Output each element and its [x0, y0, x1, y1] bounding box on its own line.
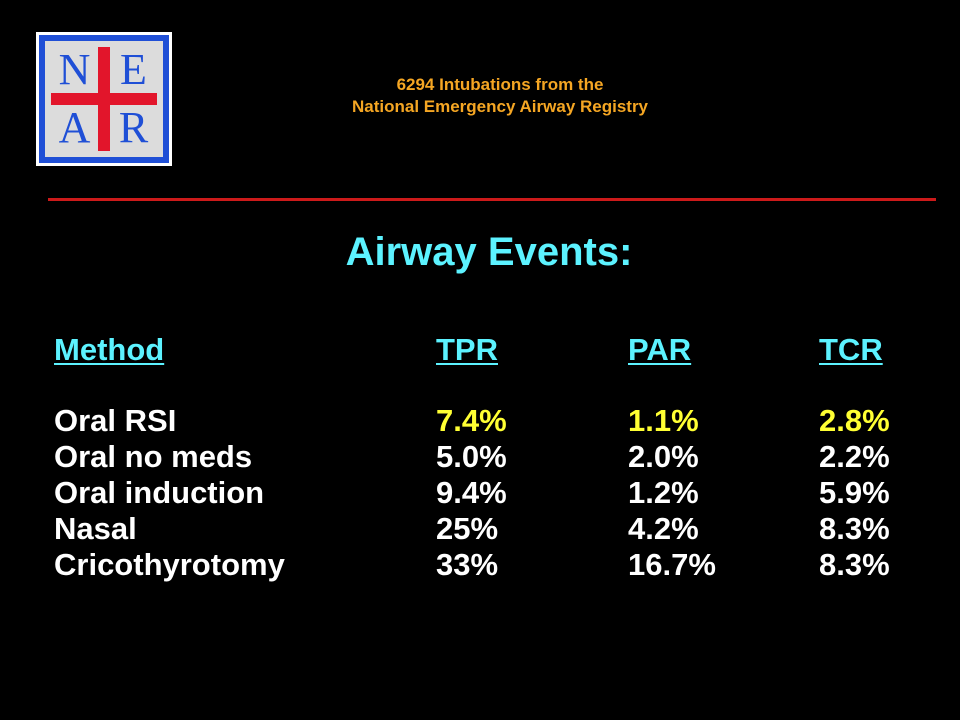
table-row-oral-no-meds — [54, 439, 934, 475]
par-cell: 16.7% — [628, 547, 716, 582]
divider-rule — [48, 198, 936, 201]
subtitle-line-1: 6294 Intubations from the — [396, 75, 604, 94]
tcr-cell: 8.3% — [819, 511, 890, 546]
method-cell: Oral RSI — [54, 403, 177, 438]
tcr-cell: 2.2% — [819, 439, 890, 474]
par-cell: 1.1% — [628, 403, 699, 438]
column-header-tcr: TCR — [819, 332, 883, 367]
par-cell: 2.0% — [628, 439, 699, 474]
par-cell: 1.2% — [628, 475, 699, 510]
page-title: Airway Events: — [345, 230, 633, 274]
tcr-cell: 5.9% — [819, 475, 890, 510]
near-logo — [36, 32, 172, 166]
tpr-cell: 7.4% — [436, 403, 507, 438]
tpr-cell: 9.4% — [436, 475, 507, 510]
tpr-cell: 33% — [436, 547, 499, 582]
logo-letter-n: N — [58, 45, 91, 94]
logo-letter-a: A — [58, 103, 91, 152]
par-cell: 4.2% — [628, 511, 699, 546]
table-row-oral-rsi — [54, 403, 934, 439]
tpr-cell: 5.0% — [436, 439, 507, 474]
subtitle — [240, 74, 760, 118]
logo-letter-r: R — [118, 103, 149, 152]
method-cell: Oral induction — [54, 475, 265, 510]
table-row-cricothyrotomy — [54, 547, 934, 583]
tpr-cell: 25% — [436, 511, 499, 546]
table-row-nasal — [54, 511, 934, 547]
tcr-cell: 8.3% — [819, 547, 890, 582]
logo-frame — [39, 35, 169, 163]
method-cell: Oral no meds — [54, 439, 253, 474]
logo-letter-e: E — [120, 45, 147, 94]
table-header-row — [54, 332, 934, 368]
tcr-cell: 2.8% — [819, 403, 890, 438]
column-header-tpr: TPR — [436, 332, 498, 367]
column-header-method: Method — [54, 332, 165, 367]
method-cell: Cricothyrotomy — [54, 547, 285, 582]
method-cell: Nasal — [54, 511, 137, 546]
airway-events-table — [54, 332, 934, 583]
column-header-par: PAR — [628, 332, 692, 367]
subtitle-line-2: National Emergency Airway Registry — [351, 97, 649, 116]
table-row-oral-induction — [54, 475, 934, 511]
